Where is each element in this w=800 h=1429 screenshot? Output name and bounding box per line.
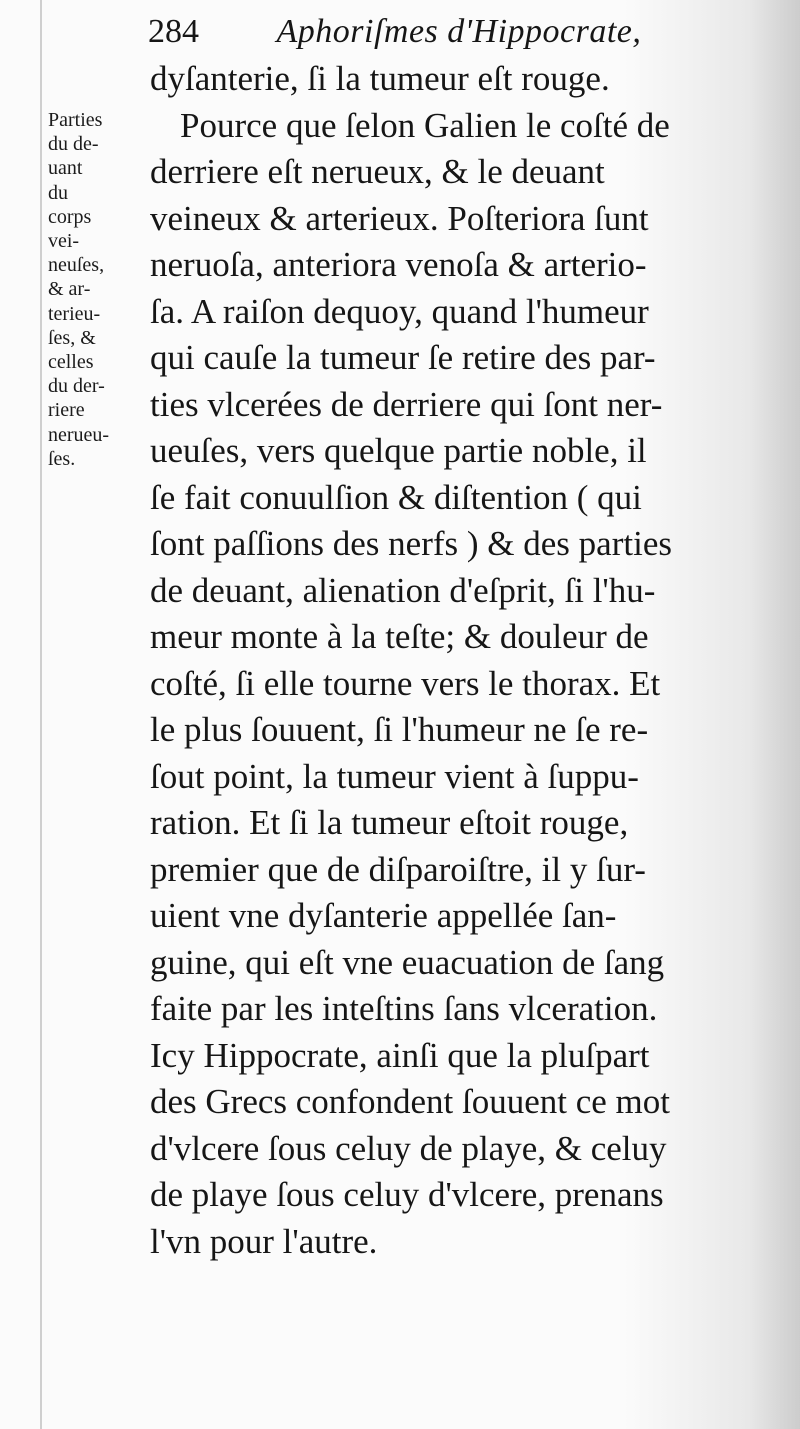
text-line: ſout point, la tumeur vient à ſuppu- [150, 756, 639, 796]
text-line: derriere eſt nerueux, & le deuant [150, 152, 605, 191]
text-line: de deuant, alienation d'eſprit, ſi l'hu- [150, 570, 656, 610]
marginal-note-line: vei- [48, 230, 80, 253]
text-line: ration. Et ſi la tumeur eſtoit rouge, [150, 803, 629, 842]
running-header [148, 8, 788, 56]
text-line: ueuſes, vers quelque partie noble, il [150, 431, 647, 470]
text-line: qui cauſe la tumeur ſe retire des par- [150, 338, 656, 377]
text-line: ſe fait conuulſion & diſtention ( qui [150, 477, 642, 517]
marginal-note-line: uant [48, 157, 83, 180]
marginal-note-line: ſes, & [48, 326, 96, 349]
text-line: guine, qui eſt vne euacuation de ſang [150, 942, 665, 982]
page-number: 284 [148, 13, 199, 50]
main-text-block [150, 56, 750, 1265]
text-line: ſont paſſions des nerfs ) & des parties [150, 524, 672, 563]
text-line: faite par les inteſtins ſans vlceration. [150, 989, 658, 1028]
marginal-note-line: celles [48, 351, 94, 374]
marginal-note-line: Parties [48, 109, 103, 131]
marginal-note-line: corps [48, 205, 92, 228]
text-line: dyſanterie, ſi la tumeur eſt rouge. [150, 59, 610, 98]
marginal-note [48, 108, 148, 471]
marginal-note-line: terieu- [48, 302, 101, 325]
text-line: uient vne dyſanterie appellée ſan- [150, 896, 617, 935]
text-line: premier que de diſparoiſtre, il y ſur- [150, 849, 646, 889]
text-line: neruoſa, anteriora venoſa & arterio- [150, 245, 647, 284]
text-line: Icy Hippocrate, ainſi que la pluſpart [150, 1035, 650, 1075]
text-line: ties vlcerées de derriere qui ſont ner- [150, 384, 663, 424]
text-line: meur monte à la teſte; & douleur de [150, 617, 649, 656]
marginal-note-line: & ar- [48, 278, 91, 301]
text-line: ſa. A raiſon dequoy, quand l'humeur [150, 291, 649, 331]
marginal-note-line: du [48, 181, 68, 204]
marginal-note-line: du der- [48, 375, 105, 398]
text-line: d'vlcere ſous celuy de playe, & celuy [150, 1128, 667, 1168]
page-fold-shadow [750, 0, 800, 1429]
marginal-note-line: nerueu- [48, 423, 110, 446]
text-line: des Grecs confondent ſouuent ce mot [150, 1082, 670, 1121]
text-line: le plus ſouuent, ſi l'humeur ne ſe re- [150, 710, 649, 749]
text-line: de playe ſous celuy d'vlcere, prenans [150, 1175, 664, 1214]
text-line: l'vn pour l'autre. [150, 1221, 378, 1261]
text-line: Pource que ſelon Galien le coſté de [180, 105, 670, 145]
text-line: veineux & arterieux. Poſteriora ſunt [150, 198, 649, 238]
marginal-note-line: du de- [48, 133, 99, 156]
marginal-note-line: neuſes, [48, 254, 105, 277]
marginal-note-line: ſes. [48, 447, 76, 470]
text-line: coſté, ſi elle tourne vers le thorax. Et [150, 663, 661, 703]
running-title: Aphoriſmes d'Hippocrate, [276, 13, 642, 50]
marginal-note-line: riere [48, 399, 85, 422]
